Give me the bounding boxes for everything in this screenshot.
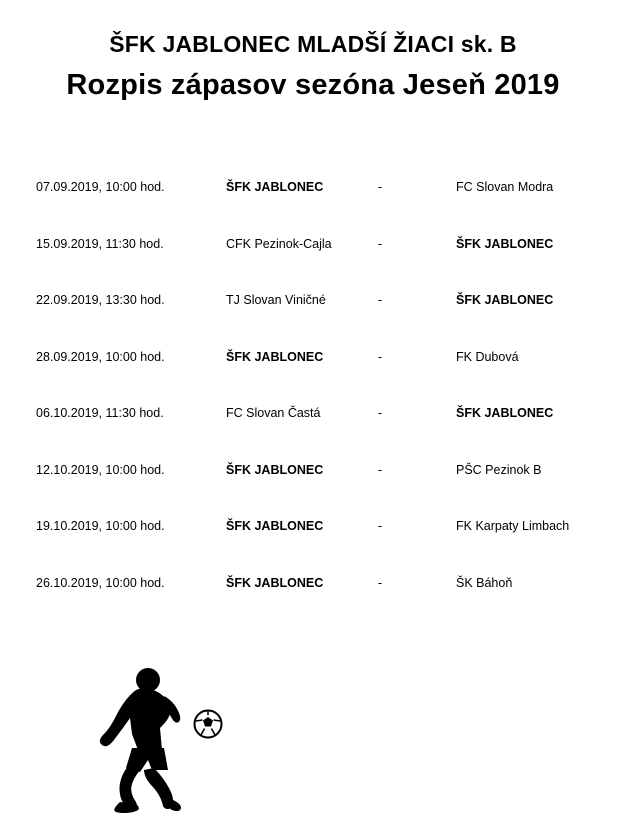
match-home-team: ŠFK JABLONEC bbox=[226, 462, 324, 477]
table-row bbox=[36, 576, 606, 633]
page-title-primary: ŠFK JABLONEC MLADŠÍ ŽIACI sk. B bbox=[109, 31, 517, 57]
match-home-team: CFK Pezinok-Cajla bbox=[226, 236, 332, 251]
match-separator: - bbox=[378, 349, 383, 364]
table-row bbox=[36, 406, 606, 463]
match-separator: - bbox=[378, 462, 383, 477]
match-home-team: ŠFK JABLONEC bbox=[226, 180, 324, 195]
match-away-team: ŠK Báhoň bbox=[456, 575, 513, 590]
match-home-team: ŠFK JABLONEC bbox=[226, 575, 324, 590]
match-home-team: ŠFK JABLONEC bbox=[226, 349, 324, 364]
match-away-team: ŠFK JABLONEC bbox=[456, 406, 554, 421]
match-separator: - bbox=[378, 575, 383, 590]
match-date: 07.09.2019, 10:00 hod. bbox=[36, 180, 165, 195]
table-row bbox=[36, 350, 606, 407]
match-schedule-list bbox=[0, 180, 626, 632]
table-row bbox=[36, 463, 606, 520]
page-title-secondary: Rozpis zápasov sezóna Jeseň 2019 bbox=[66, 68, 560, 101]
match-home-team: FC Slovan Častá bbox=[226, 406, 321, 421]
soccer-ball-icon bbox=[193, 709, 223, 739]
match-separator: - bbox=[378, 519, 383, 534]
match-date: 12.10.2019, 10:00 hod. bbox=[36, 462, 165, 477]
table-row bbox=[36, 237, 606, 294]
match-date: 19.10.2019, 10:00 hod. bbox=[36, 519, 165, 534]
match-away-team: PŠC Pezinok B bbox=[456, 462, 542, 477]
match-date: 22.09.2019, 13:30 hod. bbox=[36, 293, 165, 308]
match-away-team: FC Slovan Modra bbox=[456, 180, 554, 195]
match-date: 26.10.2019, 10:00 hod. bbox=[36, 575, 165, 590]
table-row bbox=[36, 293, 606, 350]
match-date: 15.09.2019, 11:30 hod. bbox=[36, 236, 164, 251]
match-away-team: FK Dubová bbox=[456, 349, 519, 364]
table-row bbox=[36, 180, 606, 237]
match-date: 06.10.2019, 11:30 hod. bbox=[36, 406, 164, 421]
match-away-team: FK Karpaty Limbach bbox=[456, 519, 570, 534]
match-separator: - bbox=[378, 180, 383, 195]
match-separator: - bbox=[378, 406, 383, 421]
match-away-team: ŠFK JABLONEC bbox=[456, 236, 554, 251]
table-row bbox=[36, 519, 606, 576]
match-away-team: ŠFK JABLONEC bbox=[456, 293, 554, 308]
document-header bbox=[0, 0, 626, 104]
match-separator: - bbox=[378, 293, 383, 308]
match-home-team: ŠFK JABLONEC bbox=[226, 519, 324, 534]
match-home-team: TJ Slovan Viničné bbox=[226, 293, 326, 308]
match-separator: - bbox=[378, 236, 383, 251]
match-date: 28.09.2019, 10:00 hod. bbox=[36, 349, 165, 364]
